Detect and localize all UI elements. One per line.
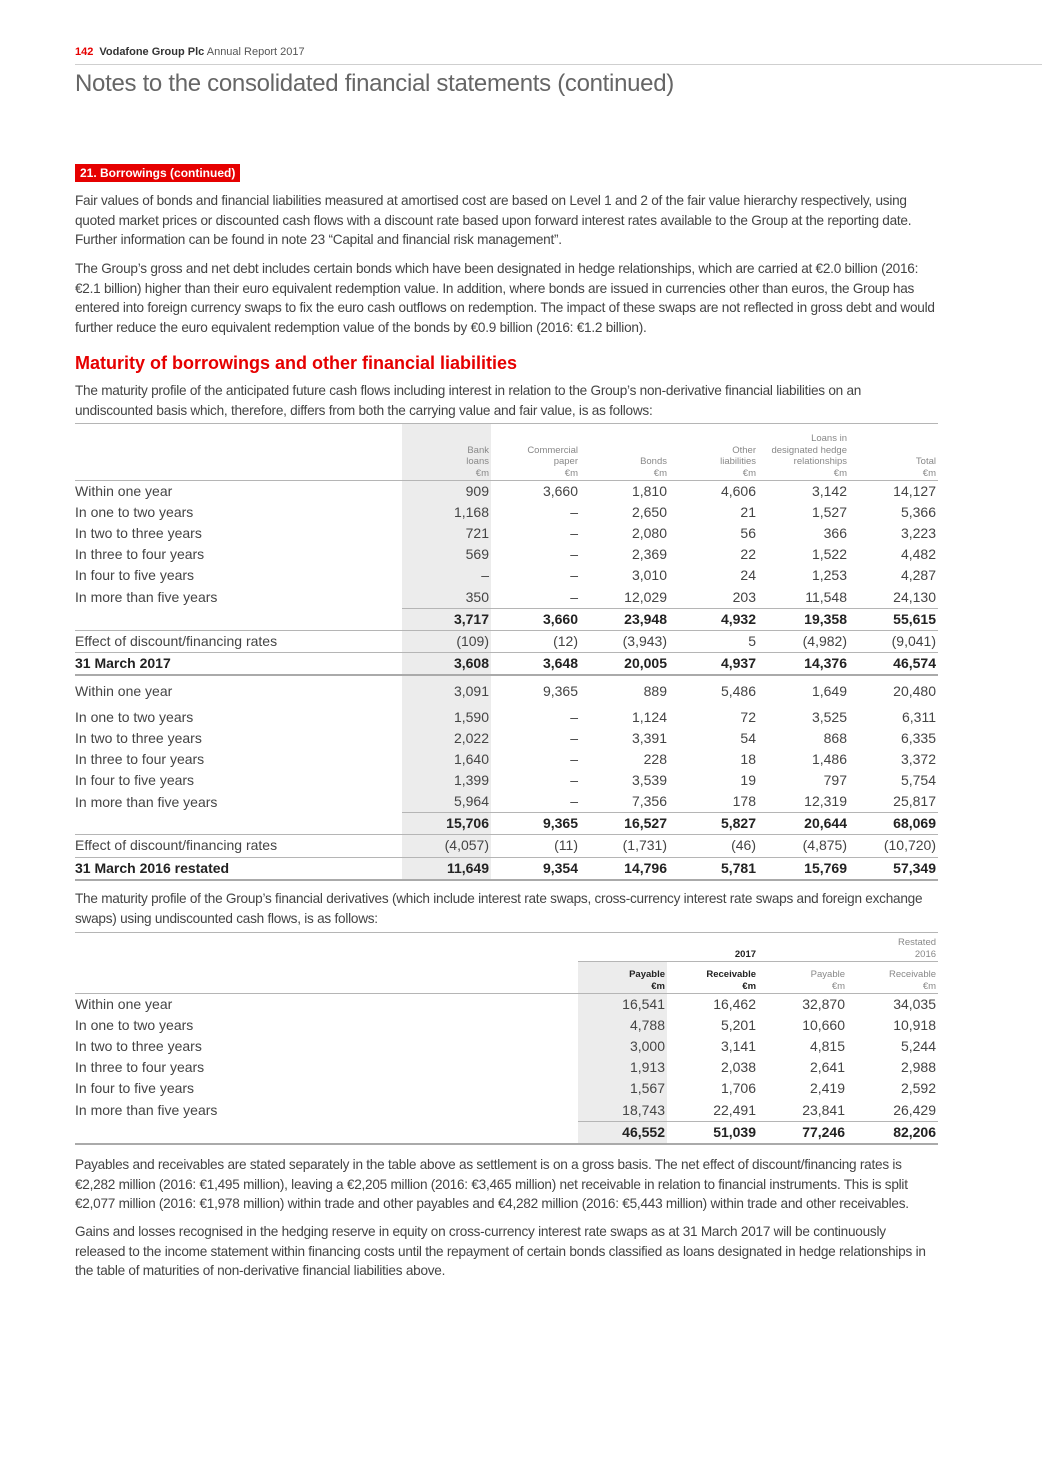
row-label: In two to three years — [75, 525, 202, 542]
table-cell: 1,567 — [578, 1078, 667, 1099]
col-header-payable-2017: Payable €m — [578, 961, 667, 994]
table-cell: 68,069 — [849, 813, 938, 835]
derivatives-group-header — [75, 933, 938, 962]
table-row — [75, 675, 938, 707]
table-cell: (10,720) — [849, 835, 938, 857]
total-row — [75, 857, 938, 880]
table-cell: 82,206 — [847, 1121, 938, 1144]
col-header-other-liabilities: Other liabilities €m — [669, 424, 758, 481]
table-cell: 14,127 — [849, 481, 938, 503]
table-cell: 5,964 — [402, 791, 491, 813]
table-row — [75, 1078, 938, 1099]
table-cell: 10,918 — [893, 1017, 937, 1034]
table-cell: 24,130 — [893, 588, 936, 605]
table-cell: 20,005 — [580, 652, 669, 675]
table-cell: 1,640 — [402, 749, 491, 770]
row-label: Within one year — [75, 994, 578, 1016]
table-cell: 1,486 — [811, 751, 847, 768]
row-label: In three to four years — [75, 1059, 205, 1076]
table-cell: 15,769 — [758, 857, 849, 880]
row-label — [75, 813, 402, 835]
row-label: In four to five years — [75, 1080, 195, 1097]
table-row — [75, 565, 938, 586]
table-cell: 34,035 — [847, 994, 938, 1016]
table-cell: 3,660 — [491, 608, 580, 630]
table-cell: 25,817 — [893, 793, 936, 810]
table-cell: 55,615 — [849, 608, 938, 630]
table-cell: 3,525 — [811, 708, 847, 725]
table-cell: 366 — [823, 525, 847, 542]
total-row — [75, 1121, 938, 1144]
table-cell: 2,641 — [809, 1059, 846, 1076]
table-cell: 3,391 — [631, 729, 667, 746]
table-row — [75, 586, 938, 608]
row-label: Within one year — [75, 682, 173, 699]
table-cell: – — [570, 546, 578, 563]
page-title: Notes to the consolidated financial statements (continued) — [75, 70, 674, 97]
group-header-2017: 2017 — [578, 933, 758, 962]
table-cell: 2,369 — [631, 546, 667, 563]
table-cell: 4,932 — [669, 608, 758, 630]
table-cell: (109) — [402, 630, 491, 652]
table-cell: 12,319 — [804, 793, 847, 810]
effect-row — [75, 630, 938, 652]
table-cell: 1,527 — [811, 504, 847, 521]
table-cell: 1,649 — [811, 682, 847, 699]
table-cell: (4,875) — [758, 835, 849, 857]
header-rule — [75, 64, 1042, 65]
table-cell: 5,827 — [669, 813, 758, 835]
table-cell: 11,649 — [402, 857, 491, 880]
col-header-receivable-2016: Receivable €m — [889, 969, 937, 993]
table-cell: (1,731) — [580, 835, 669, 857]
derivatives-intro: The maturity profile of the Group’s financial derivatives (which include interest rate swaps, cross-currency interest rate swaps and foreign exchange swaps) using undiscounted cash flows, is as follows: — [75, 891, 923, 926]
table-cell: 2,022 — [402, 728, 491, 749]
table-row — [75, 1015, 938, 1036]
closing-paragraph-2: Gains and losses recognised in the hedging reserve in equity on cross-currency interest rate swaps as at 31 March 2017 will be continuously released to the income statement within financing costs until the repayment of certain bonds classified as loans designated in hedge relationships in the table of maturities of non-derivative financial liabilities above. — [75, 1224, 926, 1278]
col-header-receivable-2017: Receivable €m — [706, 969, 757, 993]
table-cell: 203 — [732, 588, 756, 605]
table-cell: 7,356 — [631, 793, 667, 810]
row-label: In one to two years — [75, 504, 194, 521]
table-cell: – — [402, 565, 491, 586]
derivatives-col-header — [75, 961, 938, 994]
table-cell: 20,480 — [893, 682, 936, 699]
table-cell: 2,988 — [900, 1059, 937, 1076]
row-label: In two to three years — [75, 1038, 202, 1055]
row-label: In three to four years — [75, 546, 205, 563]
row-label: 31 March 2017 — [75, 652, 402, 675]
row-label: In four to five years — [75, 567, 195, 584]
report-name: Annual Report 2017 — [206, 46, 305, 58]
table-row — [75, 502, 938, 523]
col-header-hedge-loans: Loans in designated hedge relationships €m — [758, 424, 849, 481]
table-cell: 23,841 — [802, 1101, 846, 1118]
table-cell: – — [570, 567, 578, 584]
table-cell: 1,399 — [402, 770, 491, 791]
table-cell: 19 — [740, 772, 756, 789]
section-label: 21. Borrowings (continued) — [75, 164, 240, 182]
table-cell: 1,706 — [720, 1080, 757, 1097]
table-cell: 6,311 — [902, 708, 936, 725]
table-cell: 4,788 — [578, 1015, 667, 1036]
table-cell: 9,354 — [491, 857, 580, 880]
table-cell: 77,246 — [758, 1121, 847, 1144]
table-cell: (46) — [669, 835, 758, 857]
table-cell: 3,000 — [578, 1036, 667, 1057]
table-cell: 3,539 — [631, 772, 667, 789]
table-cell: – — [570, 708, 578, 725]
row-label: In two to three years — [75, 729, 202, 746]
table-cell: 2,650 — [631, 504, 667, 521]
row-label: Within one year — [75, 481, 402, 503]
table-cell: 56 — [740, 525, 756, 542]
table-cell: 5,754 — [900, 772, 936, 789]
row-label: In more than five years — [75, 1101, 218, 1118]
row-label: In one to two years — [75, 708, 194, 725]
table-cell: 3,660 — [491, 481, 580, 503]
table-cell: 4,482 — [900, 546, 936, 563]
table-cell: – — [570, 525, 578, 542]
table-cell: 32,870 — [758, 994, 847, 1016]
table-cell: 1,810 — [580, 481, 669, 503]
table-cell: 3,648 — [491, 652, 580, 675]
row-label: In more than five years — [75, 793, 218, 810]
derivatives-table — [75, 932, 938, 1145]
table-cell: (12) — [491, 630, 580, 652]
table-row — [75, 1099, 938, 1121]
table-cell: 797 — [823, 772, 847, 789]
table-cell: 2,419 — [809, 1080, 846, 1097]
table-cell: (4,057) — [402, 835, 491, 857]
table-cell: 3,717 — [402, 608, 491, 630]
row-label: Effect of discount/financing rates — [75, 630, 402, 652]
table-cell: (11) — [491, 835, 580, 857]
table-cell: 57,349 — [849, 857, 938, 880]
table-cell: 12,029 — [624, 588, 667, 605]
table-cell: 721 — [402, 523, 491, 544]
table-cell: 4,815 — [809, 1038, 846, 1055]
table-cell: 24 — [740, 567, 756, 584]
table-cell: 54 — [740, 729, 756, 746]
table-cell: 22 — [740, 546, 756, 563]
table-cell: 19,358 — [758, 608, 849, 630]
row-label: In more than five years — [75, 588, 218, 605]
table-cell: 51,039 — [667, 1121, 758, 1144]
table-cell: (3,943) — [580, 630, 669, 652]
maturity-heading: Maturity of borrowings and other financial liabilities — [75, 353, 518, 373]
table-cell: 4,287 — [900, 567, 936, 584]
group-header-2016: Restated 2016 — [758, 933, 938, 962]
table-cell: – — [570, 772, 578, 789]
table-cell: (4,982) — [758, 630, 849, 652]
col-header-total: Total €m — [849, 424, 938, 481]
company-name: Vodafone Group Plc — [99, 46, 205, 58]
table-cell: 18 — [740, 751, 756, 768]
table-cell: 3,223 — [900, 525, 936, 542]
table-cell: 3,091 — [402, 675, 491, 707]
row-label: In four to five years — [75, 772, 195, 789]
page-number: 142 — [75, 46, 94, 58]
table-cell: 5,486 — [720, 682, 756, 699]
table-cell: 3,141 — [720, 1038, 757, 1055]
total-row — [75, 652, 938, 675]
maturity-header-row — [75, 424, 938, 481]
table-cell: 14,376 — [758, 652, 849, 675]
table-cell: (9,041) — [849, 630, 938, 652]
table-cell: 20,644 — [758, 813, 849, 835]
table-cell: 1,522 — [811, 546, 847, 563]
table-cell: 2,038 — [720, 1059, 757, 1076]
table-cell: 228 — [643, 751, 667, 768]
table-cell: 14,796 — [580, 857, 669, 880]
table-cell: 1,253 — [811, 567, 847, 584]
intro-paragraph-2: The Group’s gross and net debt includes certain bonds which have been designated in hedge relationships, which are carried at €2.0 billion (2016: €2.1 billion) higher than their euro equivalent redemption value. In addition, where bonds are issued in currencies other than euros, the Group has entered into foreign currency swaps to fix the euro cash outflows on redemption. The impact of these swaps are not reflected in gross debt and would further reduce the euro equivalent redemption value of the bonds by €0.9 billion (2016: €1.2 billion). — [75, 261, 935, 335]
running-header — [75, 46, 305, 58]
table-row — [75, 994, 938, 1016]
table-cell: 11,548 — [805, 588, 847, 605]
table-cell: – — [570, 504, 578, 521]
table-cell: 1,913 — [578, 1057, 667, 1078]
table-cell: 16,527 — [580, 813, 669, 835]
subtotal-row — [75, 608, 938, 630]
col-header-payable-2016: Payable €m — [810, 969, 846, 993]
table-cell: 5,244 — [900, 1038, 937, 1055]
effect-row — [75, 835, 938, 857]
table-cell: 3,142 — [758, 481, 849, 503]
table-cell: 909 — [402, 481, 491, 503]
header-blank — [75, 424, 402, 481]
table-row — [75, 770, 938, 791]
table-cell: 889 — [643, 682, 667, 699]
table-cell: 868 — [823, 729, 847, 746]
table-cell: 5,781 — [669, 857, 758, 880]
table-cell: 9,365 — [542, 682, 578, 699]
table-cell: – — [570, 793, 578, 810]
col-header-bonds: Bonds €m — [580, 424, 669, 481]
table-cell: 16,541 — [578, 994, 667, 1016]
table-cell: 5,366 — [900, 504, 936, 521]
row-label: Effect of discount/financing rates — [75, 835, 402, 857]
table-row — [75, 1057, 938, 1078]
table-cell: 16,462 — [667, 994, 758, 1016]
table-row — [75, 707, 938, 728]
table-row — [75, 728, 938, 749]
table-cell: 26,429 — [893, 1101, 937, 1118]
table-cell: 1,590 — [402, 707, 491, 728]
row-label — [75, 1121, 578, 1144]
table-cell: 3,010 — [631, 567, 667, 584]
table-cell: – — [570, 729, 578, 746]
table-cell: 3,608 — [402, 652, 491, 675]
table-cell: 3,372 — [900, 751, 936, 768]
table-row — [75, 791, 938, 813]
table-cell: 15,706 — [402, 813, 491, 835]
table-row — [75, 523, 938, 544]
row-label: 31 March 2016 restated — [75, 857, 402, 880]
table-cell: 4,606 — [669, 481, 758, 503]
table-cell: 46,552 — [578, 1121, 667, 1144]
table-cell: 2,080 — [631, 525, 667, 542]
table-cell: 4,937 — [669, 652, 758, 675]
subtotal-row — [75, 813, 938, 835]
table-cell: – — [570, 751, 578, 768]
table-cell: 23,948 — [580, 608, 669, 630]
table-cell: 46,574 — [849, 652, 938, 675]
row-label: In three to four years — [75, 751, 205, 768]
closing-paragraph-1: Payables and receivables are stated separately in the table above as settlement is on a gross basis. The net effect of discount/financing rates is €2,282 million (2016: €1,495 million), leaving a €2,205 million (2016: €3,465 million) net receivable in relation to financial instruments. This is split €2,077 million (2016: €1,978 million) within trade and other payables and €4,282 million (2016: €5,443 million) within trade and other receivables. — [75, 1157, 909, 1211]
table-row — [75, 481, 938, 503]
table-row — [75, 1036, 938, 1057]
table-cell: 18,743 — [578, 1099, 667, 1121]
table-cell: 1,168 — [402, 502, 491, 523]
maturity-table — [75, 423, 938, 881]
table-cell: 1,124 — [631, 708, 667, 725]
table-cell: 72 — [740, 708, 756, 725]
table-cell: 2,592 — [900, 1080, 937, 1097]
table-cell: 22,491 — [713, 1101, 757, 1118]
intro-paragraph-1: Fair values of bonds and financial liabilities measured at amortised cost are based on Level 1 and 2 of the fair value hierarchy respectively, using quoted market prices or discounted cash flows with a discount rate based upon forward interest rates available to the Group at the reporting date. Further information can be found in note 23 “Capital and financial risk management”. — [75, 193, 912, 247]
row-label: In one to two years — [75, 1017, 194, 1034]
col-header-bank-loans: Bank loans €m — [402, 424, 491, 481]
table-row — [75, 544, 938, 565]
table-cell: 350 — [402, 586, 491, 608]
table-cell: 10,660 — [802, 1017, 846, 1034]
table-cell: – — [570, 588, 578, 605]
table-cell: 5 — [669, 630, 758, 652]
col-header-commercial-paper: Commercial paper €m — [491, 424, 580, 481]
table-cell: 6,335 — [900, 729, 936, 746]
table-cell: 569 — [402, 544, 491, 565]
table-row — [75, 749, 938, 770]
table-cell: 21 — [740, 504, 756, 521]
table-cell: 9,365 — [491, 813, 580, 835]
maturity-intro: The maturity profile of the anticipated future cash flows including interest in relation to the Group’s non-derivative financial liabilities on an undiscounted basis which, therefore, differs from both the carrying value and fair value, is as follows: — [75, 383, 862, 418]
row-label — [75, 608, 402, 630]
table-cell: 178 — [732, 793, 756, 810]
table-cell: 5,201 — [720, 1017, 757, 1034]
